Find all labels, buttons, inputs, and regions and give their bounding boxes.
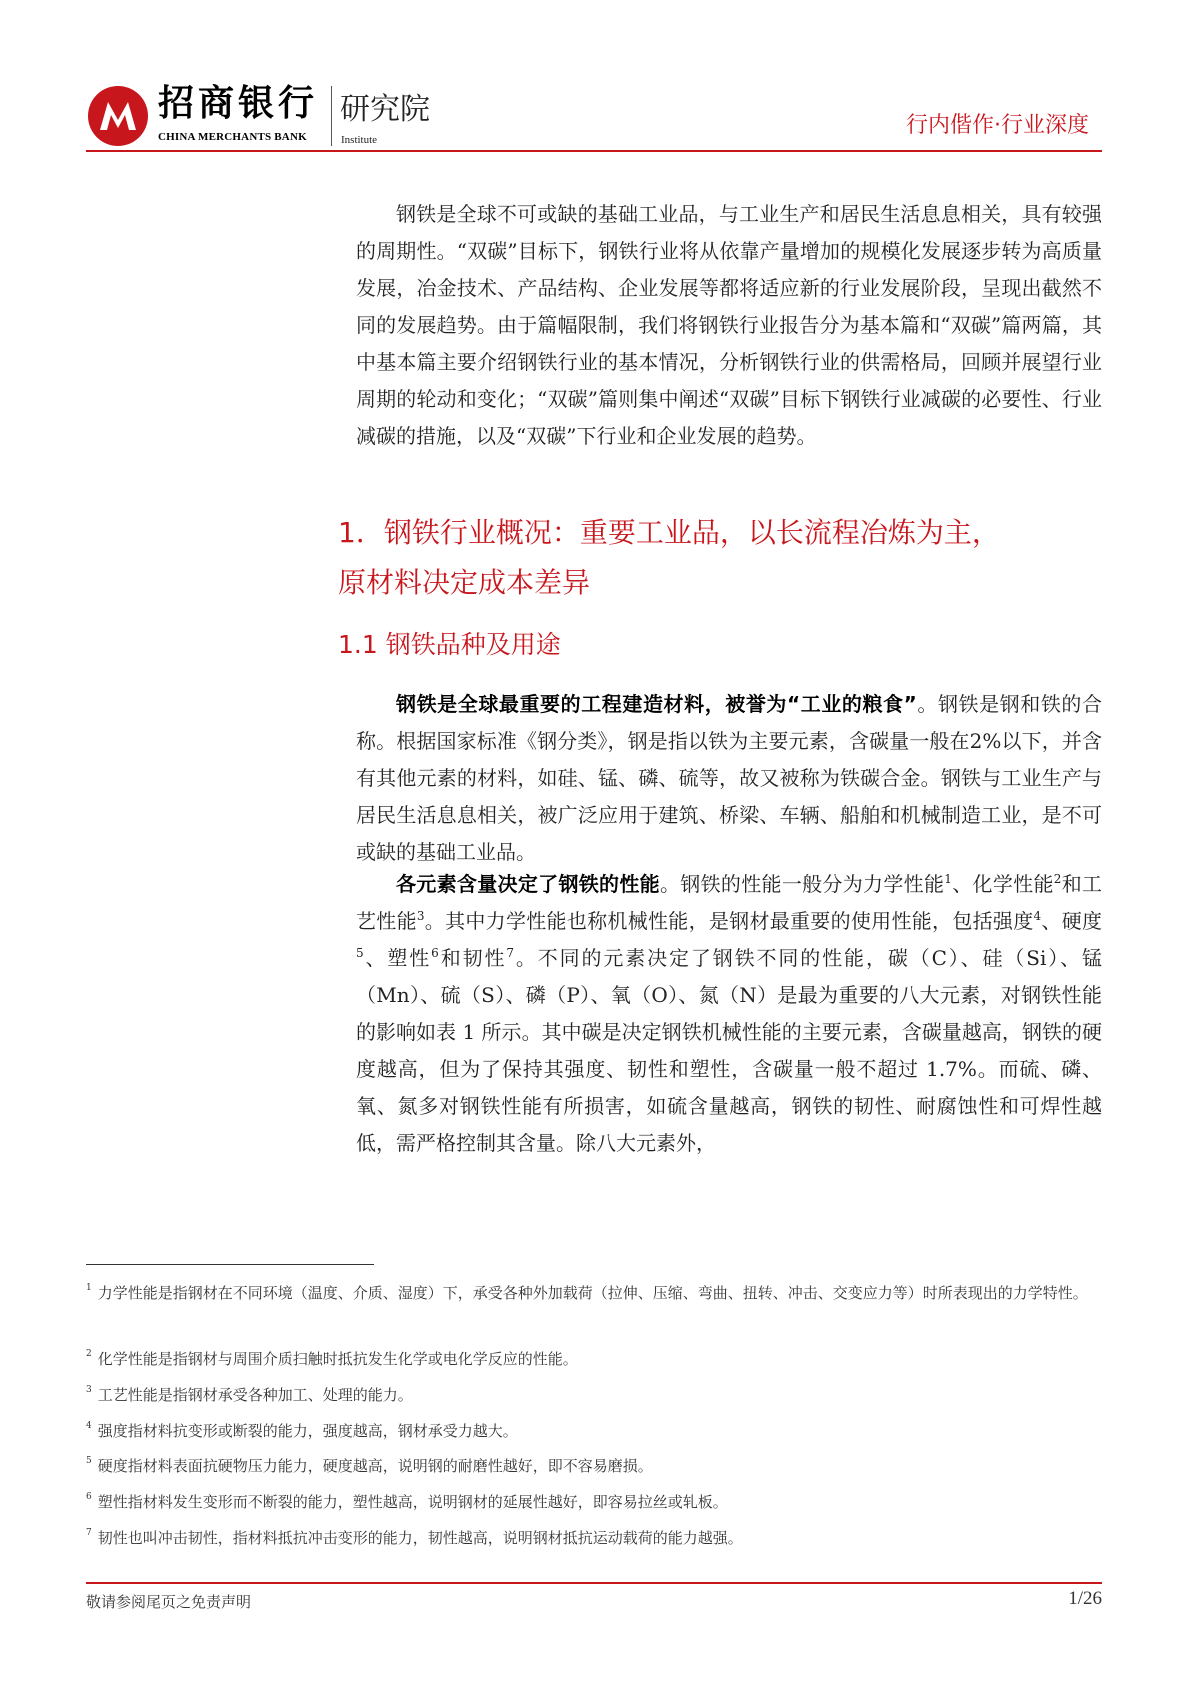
footnote-1-number: 1 <box>86 1283 92 1293</box>
footnote-ref-1[interactable]: 1 <box>944 872 952 886</box>
paragraph-steel-definition <box>356 686 1102 871</box>
section-1-title <box>338 508 1098 608</box>
institute-name-cn: 研究院 <box>340 92 430 127</box>
footnote-ref-5[interactable]: 5 <box>356 946 364 960</box>
para2-text-6: 、塑性 <box>363 946 432 970</box>
report-type-tag: 行内偕作·行业深度 <box>906 113 1089 138</box>
footnote-2-text: 化学性能是指钢材与周围介质扫触时抵抗发生化学或电化学反应的性能。 <box>97 1350 578 1368</box>
footnote-5 <box>86 1453 1102 1480</box>
brand-name-en: CHINA MERCHANTS BANK <box>158 131 307 143</box>
footnote-6 <box>86 1489 1102 1516</box>
footnote-ref-2[interactable]: 2 <box>1053 872 1062 886</box>
paragraph-element-properties-lead: 各元素含量决定了钢铁的性能 <box>396 872 660 896</box>
footnote-4-number: 4 <box>86 1421 92 1431</box>
footer-rule <box>86 1582 1102 1584</box>
page-header <box>0 0 1189 160</box>
footnote-2-number: 2 <box>86 1349 92 1359</box>
footnote-5-number: 5 <box>86 1456 92 1466</box>
footnote-7-number: 7 <box>86 1528 92 1538</box>
paragraph-steel-definition-lead: 钢铁是全球最重要的工程建造材料，被誉为“工业的粮食” <box>396 692 917 716</box>
paragraph-steel-definition-body: 。钢铁是钢和铁的合称。根据国家标准《钢分类》，钢是指以铁为主要元素，含碳量一般在2%以下，并含有其他元素的材料，如硅、锰、磷、硫等，故又被称为铁碳合金。钢铁与工业生产与居民生活息息相关，被广泛应用于建筑、桥梁、车辆、船舶和机械制造工业，是不可或缺的基础工业品。 <box>356 692 1102 864</box>
brand-name-cn: 招商银行 <box>158 83 319 124</box>
logo-divider <box>331 86 332 146</box>
intro-paragraph: 钢铁是全球不可或缺的基础工业品，与工业生产和居民生活息息相关，具有较强的周期性。“双碳”目标下，钢铁行业将从依靠产量增加的规模化发展逐步转为高质量发展，冶金技术、产品结构、企业发展等都将适应新的行业发展阶段，呈现出截然不同的发展趋势。由于篇幅限制，我们将钢铁行业报告分为基本篇和“双碳”篇两篇，其中基本篇主要介绍钢铁行业的基本情况，分析钢铁行业的供需格局，回顾并展望行业周期的轮动和变化；“双碳”篇则集中阐述“双碳”目标下钢铁行业减碳的必要性、行业减碳的措施，以及“双碳”下行业和企业发展的趋势。 <box>356 202 1102 448</box>
footnote-4-text: 强度指材料抗变形或断裂的能力，强度越高，钢材承受力越大。 <box>97 1422 518 1440</box>
footnote-7-text: 韧性也叫冲击韧性，指材料抵抗冲击变形的能力，韧性越高，说明钢材抵抗运动载荷的能力越强。 <box>97 1529 743 1547</box>
footnote-2 <box>86 1346 1102 1373</box>
page-number: 1/26 <box>1068 1588 1102 1609</box>
footnote-ref-7[interactable]: 7 <box>506 946 514 960</box>
section-1-title-line2: 原材料决定成本差异 <box>338 566 591 599</box>
footnote-ref-3[interactable]: 3 <box>416 909 425 923</box>
header-rule <box>86 150 1102 152</box>
footnote-3-number: 3 <box>86 1385 92 1395</box>
cmb-logo-icon <box>86 84 150 148</box>
footnote-1-text: 力学性能是指钢材在不同环境（温度、介质、湿度）下，承受各种外加载荷（拉伸、压缩、弯曲、扭转、冲击、交变应力等）时所表现出的力学特性。 <box>97 1284 1088 1302</box>
para2-text-3: 和工艺性能 <box>356 872 1103 933</box>
footnote-ref-4[interactable]: 4 <box>1033 909 1042 923</box>
para2-text-8: 。不同的元素决定了钢铁不同的性能，碳（C）、硅（Si）、锰（Mn）、硫（S）、磷（P）、氧（O）、氮（N）是最为重要的八大元素，对钢铁性能的影响如表 1 所示。其中碳是决定钢铁机械性能的主要元素，含碳量越高，钢铁的硬度越高，但为了保持其强度、韧性和塑性，含碳量一般不超过 1.7%。而硫、磷、氧、氮多对钢铁性能有所损害，如硫含量越高，钢铁的韧性、耐腐蚀性和可焊性越低，需严格控制其含量。除八大元素外， <box>356 946 1103 1155</box>
para2-text-4: 。其中力学性能也称机械性能，是钢材最重要的使用性能，包括强度 <box>424 909 1034 933</box>
footnote-ref-6[interactable]: 6 <box>431 946 439 960</box>
footnote-4 <box>86 1418 1102 1445</box>
footer-disclaimer: 敬请参阅尾页之免责声明 <box>86 1593 252 1611</box>
paragraph-element-properties <box>356 866 1102 1162</box>
footnote-3 <box>86 1382 1102 1409</box>
para2-text-2: 、化学性能 <box>951 872 1054 896</box>
institute-name-en: Institute <box>341 134 378 146</box>
para2-text-5: 、硬度 <box>1041 909 1103 933</box>
section-1-1-title: 1.1 钢铁品种及用途 <box>338 630 561 659</box>
footnote-7 <box>86 1525 1102 1552</box>
footnote-5-text: 硬度指材料表面抗硬物压力能力，硬度越高，说明钢的耐磨性越好，即不容易磨损。 <box>97 1457 653 1475</box>
footnote-6-text: 塑性指材料发生变形而不断裂的能力，塑性越高，说明钢材的延展性越好，即容易拉丝或轧板。 <box>97 1493 728 1511</box>
footnote-rule <box>86 1264 374 1265</box>
footnote-3-text: 工艺性能是指钢材承受各种加工、处理的能力。 <box>97 1386 413 1404</box>
footnote-1 <box>86 1280 1102 1307</box>
para2-text-7: 和韧性 <box>438 946 507 970</box>
section-1-title-line1: 1．钢铁行业概况：重要工业品，以长流程冶炼为主， <box>338 516 1000 549</box>
para2-text-1: 。钢铁的性能一般分为力学性能 <box>659 872 945 896</box>
footnote-6-number: 6 <box>86 1492 92 1502</box>
